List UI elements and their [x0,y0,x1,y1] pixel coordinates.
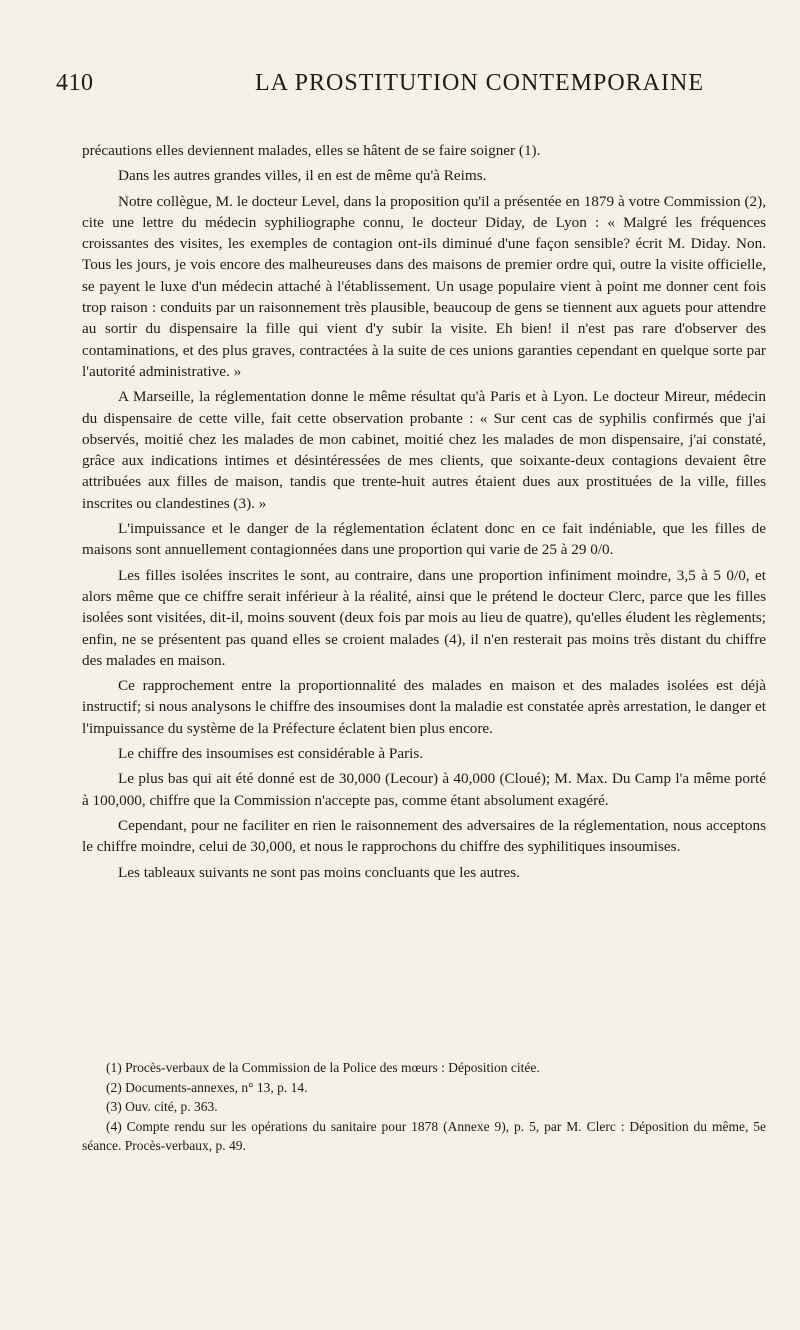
body-text [82,140,766,887]
paragraph: Notre collègue, M. le docteur Level, dans la proposition qu'il a présentée en 1879 à votre Commission (2), cite une lettre du médecin syphiliographe connu, le docteur Diday, de Lyon : « Malgré les fréquences croissantes des visites, les exemples de contagion ont-ils diminué d'une façon sensible? écrit M. Diday. Non. Tous les jours, je vois encore des malheureuses dans des maisons de premier ordre qui, outre la visite officielle, se payent le luxe d'un médecin attaché à l'établissement. Un usage populaire vient à point me donner cent fois trop raison : conduits par un raisonnement très plausible, beaucoup de gens se tiennent aux aguets pour attendre au sortir du dispensaire la fille qui vient d'y subir la visite. Eh bien! il n'est pas rare d'observer des contaminations, et des plus graves, contractées à la suite de ces unions garanties cependant en quelque sorte par l'autorité administrative. » [82,192,766,380]
footnotes [82,1058,766,1156]
paragraph: précautions elles deviennent malades, elles se hâtent de se faire soigner (1). [82,142,541,159]
paragraph: L'impuissance et le danger de la réglementation éclatent donc en ce fait indéniable, que les filles de maisons sont annuellement contagionnées dans une proportion qui varie de 25 à 29 0/0. [82,520,766,559]
paragraph: Le chiffre des insoumises est considérable à Paris. [118,745,424,763]
footnote: (4) Compte rendu sur les opérations du sanitaire pour 1878 (Annexe 9), p. 5, par M. Clerc : Déposition du même, 5e séance. Procès-verbaux, p. 49. [82,1118,766,1153]
footnote: (3) Ouv. cité, p. 363. [106,1099,218,1114]
footnote: (1) Procès-verbaux de la Commission de la Police des mœurs : Déposition citée. [106,1060,540,1075]
paragraph: Le plus bas qui ait été donné est de 30,000 (Lecour) à 40,000 (Cloué); M. Max. Du Camp l'a même porté à 100,000, chiffre que la Commission n'accepte pas, comme étant absolument exagéré. [82,770,766,809]
paragraph: Les tableaux suivants ne sont pas moins concluants que les autres. [118,863,520,881]
paragraph: Cependant, pour ne faciliter en rien le raisonnement des adversaires de la réglementation, nous acceptons le chiffre moindre, celui de 30,000, et nous le rapprochons du chiffre des syphilitiques insoumises. [82,816,766,856]
page-number: 410 [56,70,94,96]
paragraph: A Marseille, la réglementation donne le même résultat qu'à Paris et à Lyon. Le docteur Mireur, médecin du dispensaire de cette ville, fait cette observation probante : « Sur cent cas de syphilis confirmés que j'ai observés, moitié chez les malades de mon cabinet, moitié chez les malades de mon dispensaire, j'ai constaté, grâce aux indications intimes et désintéressées de mes clients, que soixante-deux contagions devaient être attribuées aux filles de maison, tandis que trente-huit autres étaient dues aux prostituées de la ville, filles inscrites ou clandestines (3). » [82,388,766,512]
page-header [0,70,800,110]
paragraph: Dans les autres grandes villes, il en est de même qu'à Reims. [118,167,487,185]
paragraph: Les filles isolées inscrites le sont, au contraire, dans une proportion infiniment moindre, 3,5 à 5 0/0, et alors même que ce chiffre serait inférieur à la réalité, ainsi que le prétend le docteur Clerc, parce que les filles isolées sont visitées, dit-il, moins souvent (deux fois par mois au lieu de quatre), qu'elles éludent les règlements; enfin, ne se présentent pas quand elles se croient malades (4), il n'en resterait pas moins très distant du chiffre des malades en maison. [82,566,766,669]
footnote: (2) Documents-annexes, n° 13, p. 14. [106,1079,308,1095]
paragraph: Ce rapprochement entre la proportionnalité des malades en maison et des malades isolées est déjà instructif; si nous analysons le chiffre des insoumises dont la maladie est constatée après arrestation, le danger et l'impuissance du système de la Préfecture éclatent bien plus encore. [82,677,766,737]
running-title: LA PROSTITUTION CONTEMPORAINE [255,70,704,96]
